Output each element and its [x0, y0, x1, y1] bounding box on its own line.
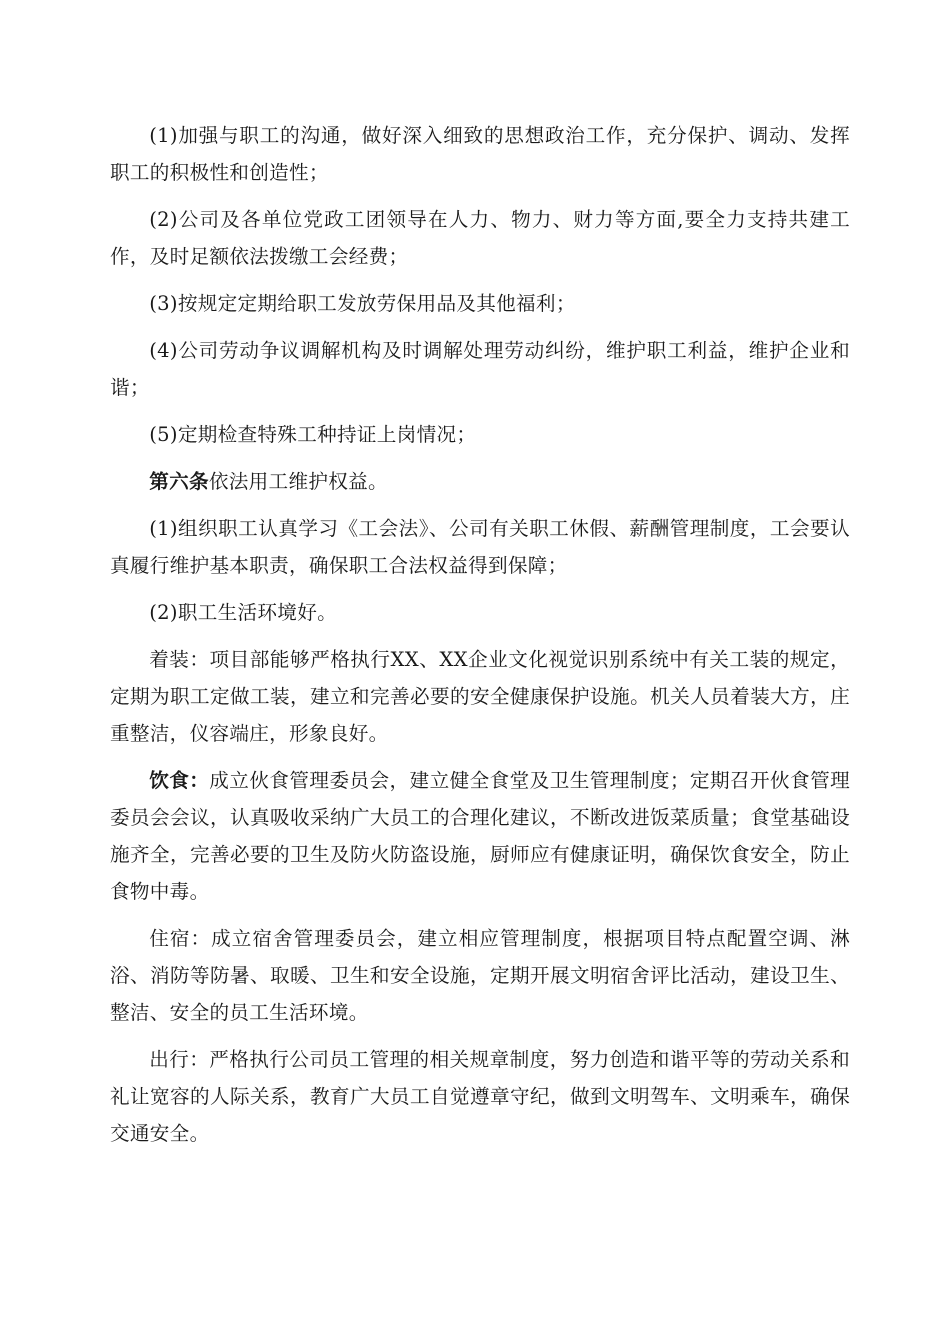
paragraph-text: 出行：严格执行公司员工管理的相关规章制度，努力创造和谐平等的劳动关系和礼让宽容的人际关系，教育广大员工自觉遵章守纪，做到文明驾车、文明乘车，确保交通安全。	[110, 1048, 850, 1145]
paragraph-text: 着装：项目部能够严格执行XX、XX企业文化视觉识别系统中有关工装的规定，定期为职工定做工装，建立和完善必要的安全健康保护设施。机关人员着装大方，庄重整洁，仪容端庄，形象良好。	[110, 648, 850, 745]
paragraph-text: (2)公司及各单位党政工团领导在人力、物力、财力等方面,要全力支持共建工作，及时足额依法拨缴工会经费；	[110, 208, 850, 268]
paragraph-dining	[110, 762, 850, 910]
paragraph-text: (1)加强与职工的沟通，做好深入细致的思想政治工作，充分保护、调动、发挥职工的积极性和创造性；	[110, 124, 850, 184]
paragraph-item-4	[110, 332, 850, 406]
paragraph-item-7	[110, 510, 850, 584]
paragraph-item-2	[110, 201, 850, 275]
paragraph-housing	[110, 920, 850, 1031]
paragraph-text: 住宿：成立宿舍管理委员会，建立相应管理制度，根据项目特点配置空调、淋浴、消防等防暑、取暖、卫生和安全设施，定期开展文明宿舍评比活动，建设卫生、整洁、安全的员工生活环境。	[110, 927, 850, 1024]
article-number: 第六条	[149, 470, 209, 493]
paragraph-text: (5)定期检查特殊工种持证上岗情况；	[149, 423, 477, 446]
paragraph-item-1	[110, 117, 850, 191]
paragraph-clothing	[110, 641, 850, 752]
paragraph-item-3	[110, 285, 850, 322]
paragraph-travel	[110, 1041, 850, 1152]
article-title: 依法用工维护权益。	[208, 470, 388, 493]
paragraph-text: 成立伙食管理委员会，建立健全食堂及卫生管理制度；定期召开伙食管理委员会会议，认真吸收采纳广大员工的合理化建议，不断改进饭菜质量；食堂基础设施齐全，完善必要的卫生及防火防盗设施，厨师应有健康证明，确保饮食安全，防止食物中毒。	[110, 769, 850, 903]
paragraph-text: (3)按规定定期给职工发放劳保用品及其他福利；	[149, 292, 576, 315]
paragraph-text: (4)公司劳动争议调解机构及时调解处理劳动纠纷，维护职工利益，维护企业和谐；	[110, 339, 850, 399]
document-body	[110, 117, 850, 1162]
article-heading-6	[110, 463, 850, 500]
paragraph-item-5	[110, 416, 850, 453]
paragraph-lead: 饮食：	[149, 769, 210, 792]
paragraph-text: (1)组织职工认真学习《工会法》、公司有关职工休假、薪酬管理制度，工会要认真履行维护基本职责，确保职工合法权益得到保障；	[110, 517, 850, 577]
paragraph-text: (2)职工生活环境好。	[149, 601, 337, 624]
paragraph-item-8	[110, 594, 850, 631]
